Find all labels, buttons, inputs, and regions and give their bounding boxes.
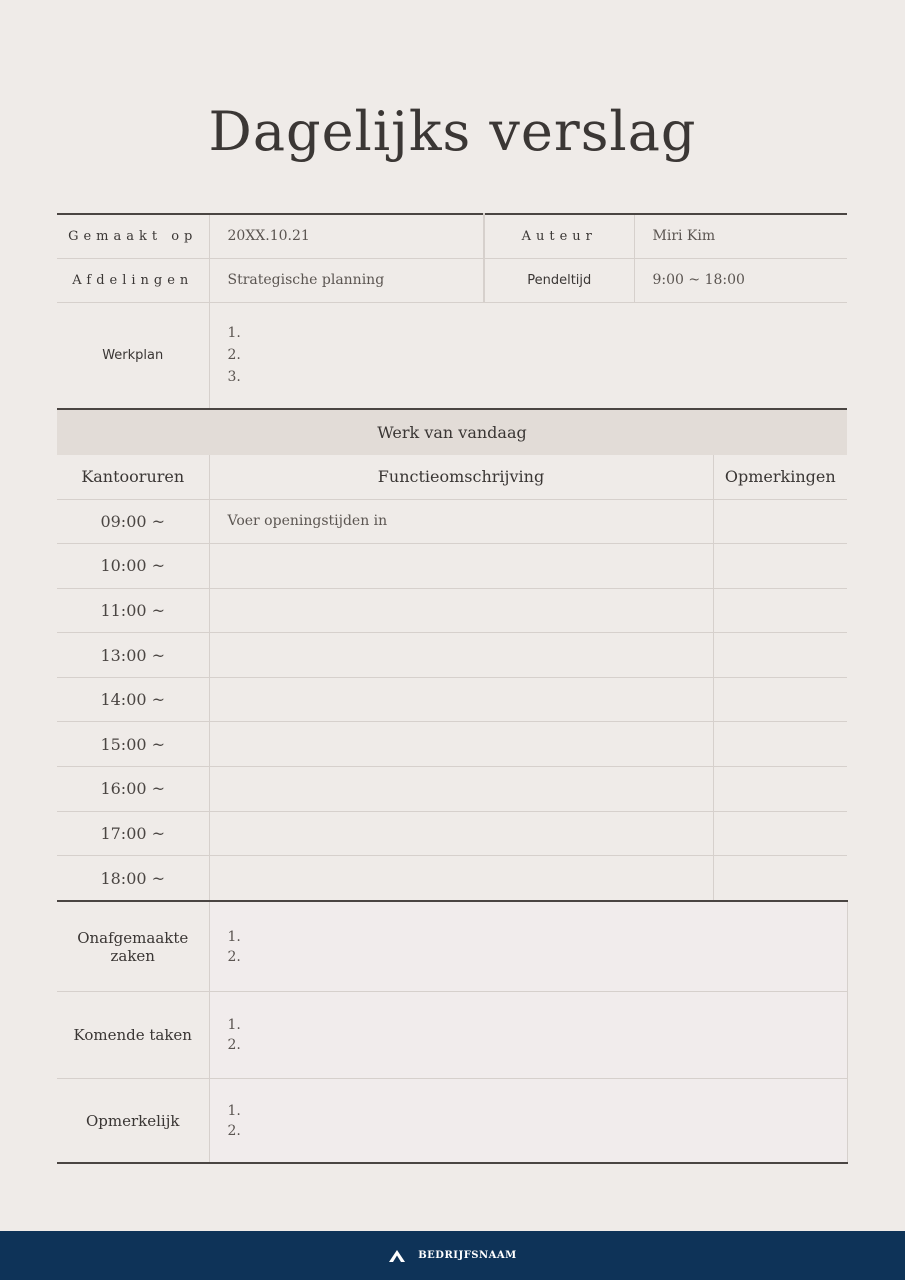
summary-list[interactable] bbox=[209, 901, 847, 991]
meta-table bbox=[57, 213, 847, 408]
notes-cell[interactable] bbox=[713, 722, 847, 767]
triangle-logo-icon bbox=[388, 1249, 406, 1263]
page-title: Dagelijks verslag bbox=[208, 100, 697, 163]
department-label: Afdelingen bbox=[57, 258, 209, 302]
schedule-heading: Werk van vandaag bbox=[57, 409, 847, 455]
summary-table bbox=[57, 900, 848, 1164]
notes-cell[interactable] bbox=[713, 588, 847, 633]
summary-label: Opmerkelijk bbox=[86, 1111, 180, 1130]
time-cell: 15:00 ~ bbox=[57, 722, 209, 767]
plan-list[interactable] bbox=[209, 302, 847, 408]
schedule-row bbox=[57, 811, 847, 856]
commute-value[interactable]: 9:00 ~ 18:00 bbox=[634, 258, 847, 302]
plan-item: 2. bbox=[227, 347, 241, 364]
summary-label: Komende taken bbox=[57, 991, 209, 1078]
report-sheet bbox=[57, 213, 847, 1164]
description-cell[interactable] bbox=[209, 767, 713, 812]
schedule-table bbox=[57, 408, 847, 900]
time-cell: 10:00 ~ bbox=[57, 544, 209, 589]
plan-item: 1. bbox=[227, 325, 241, 342]
schedule-row bbox=[57, 544, 847, 589]
summary-item: 1. bbox=[227, 928, 241, 945]
created-label: Gemaakt op bbox=[57, 214, 209, 258]
time-cell: 18:00 ~ bbox=[100, 868, 166, 888]
department-value[interactable]: Strategische planning bbox=[209, 258, 484, 302]
schedule-row bbox=[57, 767, 847, 812]
summary-list[interactable] bbox=[209, 991, 847, 1078]
description-cell[interactable] bbox=[209, 588, 713, 633]
notes-cell[interactable] bbox=[713, 767, 847, 812]
description-cell[interactable] bbox=[209, 811, 713, 856]
schedule-row bbox=[57, 677, 847, 722]
summary-row bbox=[57, 991, 847, 1078]
column-header-hours: Kantooruren bbox=[57, 455, 209, 499]
plan-label: Werkplan bbox=[102, 347, 164, 363]
time-cell: 17:00 ~ bbox=[57, 811, 209, 856]
column-header-notes: Opmerkingen bbox=[713, 455, 847, 499]
time-cell: 13:00 ~ bbox=[57, 633, 209, 678]
schedule-row bbox=[57, 633, 847, 678]
schedule-row bbox=[57, 856, 847, 901]
notes-cell[interactable] bbox=[713, 544, 847, 589]
column-header-description: Functieomschrijving bbox=[209, 455, 713, 499]
summary-item: 2. bbox=[227, 948, 241, 965]
description-cell[interactable] bbox=[209, 677, 713, 722]
time-cell: 09:00 ~ bbox=[57, 499, 209, 544]
summary-label: Onafgemaakte zaken bbox=[57, 901, 209, 991]
time-cell: 16:00 ~ bbox=[57, 767, 209, 812]
schedule-row bbox=[57, 722, 847, 767]
schedule-row bbox=[57, 499, 847, 544]
description-cell[interactable] bbox=[209, 544, 713, 589]
summary-row bbox=[57, 901, 847, 991]
notes-cell[interactable] bbox=[713, 811, 847, 856]
summary-item: 2. bbox=[227, 1036, 241, 1053]
summary-row bbox=[57, 1078, 847, 1163]
notes-cell[interactable] bbox=[713, 856, 847, 901]
notes-cell[interactable] bbox=[713, 499, 847, 544]
description-cell[interactable] bbox=[209, 633, 713, 678]
summary-item: 2. bbox=[227, 1122, 241, 1139]
commute-label: Pendeltijd bbox=[484, 258, 634, 302]
footer-bar bbox=[0, 1231, 905, 1280]
created-value[interactable]: 20XX.10.21 bbox=[209, 214, 484, 258]
summary-list[interactable] bbox=[209, 1078, 847, 1163]
company-name: BEDRIJFSNAAM bbox=[418, 1250, 517, 1261]
author-value[interactable]: Miri Kim bbox=[634, 214, 847, 258]
time-cell: 11:00 ~ bbox=[57, 588, 209, 633]
summary-item: 1. bbox=[227, 1016, 241, 1033]
description-cell[interactable]: Voer openingstijden in bbox=[209, 499, 713, 544]
plan-item: 3. bbox=[227, 369, 241, 386]
description-cell[interactable] bbox=[209, 856, 713, 901]
author-label: Auteur bbox=[484, 214, 634, 258]
summary-item: 1. bbox=[227, 1102, 241, 1119]
time-cell: 14:00 ~ bbox=[57, 677, 209, 722]
notes-cell[interactable] bbox=[713, 677, 847, 722]
description-cell[interactable] bbox=[209, 722, 713, 767]
schedule-row bbox=[57, 588, 847, 633]
notes-cell[interactable] bbox=[713, 633, 847, 678]
